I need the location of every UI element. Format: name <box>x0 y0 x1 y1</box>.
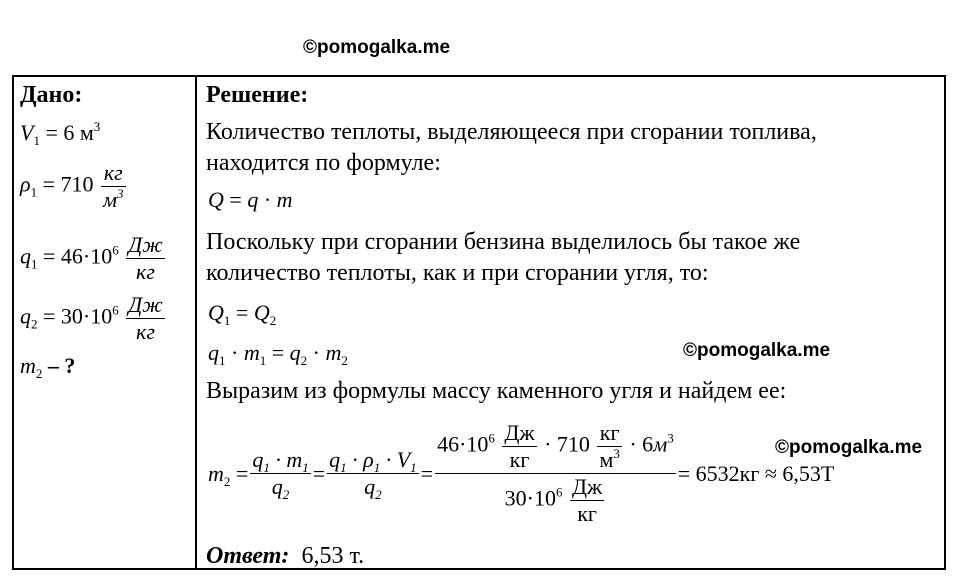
given-title: Дано: <box>20 82 83 108</box>
solution-text-2b: количество теплоты, как и при сгорании угля, то: <box>206 260 709 286</box>
formula-q-equal: $Q_1 = Q_2$ <box>208 300 277 328</box>
solution-text-1b: находится по формуле: <box>206 150 441 176</box>
solution-title: Решение: <box>206 82 309 108</box>
given-q1: $q_1 = 46\cdot 10^6$ $\frac{Дж}{кг}$ <box>20 232 163 284</box>
column-divider <box>195 75 197 570</box>
given-q2: $q_2 = 30\cdot 10^6$ $\frac{Дж}{кг}$ <box>20 292 163 344</box>
watermark-right: ©pomogalka.me <box>775 437 923 458</box>
watermark-middle: ©pomogalka.me <box>683 340 831 361</box>
given-v1: $V_1 = 6$ $м^3$ <box>20 119 101 148</box>
formula-q: Q = q · m <box>208 187 293 212</box>
solution-text-2a: Поскольку при сгорании бензина выделилось бы такое же <box>206 229 801 255</box>
answer-value: 6,53 т. <box>301 543 365 569</box>
solution-text-1a: Количество теплоты, выделяющееся при сгорании топлива, <box>206 119 817 145</box>
watermark-top: ©pomogalka.me <box>303 37 451 58</box>
given-rho1: $\rho_1 = 710$ $\frac{кг}{м^3}$ <box>20 160 124 212</box>
answer <box>206 543 364 570</box>
formula-heat-balance: $q_1 \cdot m_1 = q_2 \cdot m_2$ <box>208 340 348 368</box>
given-find: $m_2$ – ? <box>20 353 76 381</box>
final-formula: $m_2$ = $\frac{q_1 \cdot m_1}{q_2}$ = $\frac{q_1 \cdot \rho_1 \cdot V_1}{q_2}$ = $46\cdot 10^6$ $\frac{Дж}{кг}$ · 710 $\frac{кг}{м^3}$ · $6м^3$ $30\cdot 10^6$ $\frac{Дж}{кг}$ = 6532кг ≈ 6,53Т <box>208 420 835 526</box>
answer-label: Ответ: <box>206 543 290 569</box>
solution-text-3: Выразим из формулы массу каменного угля и найдем ее: <box>206 378 787 404</box>
final-result: = 6532кг ≈ 6,53Т <box>677 460 835 486</box>
